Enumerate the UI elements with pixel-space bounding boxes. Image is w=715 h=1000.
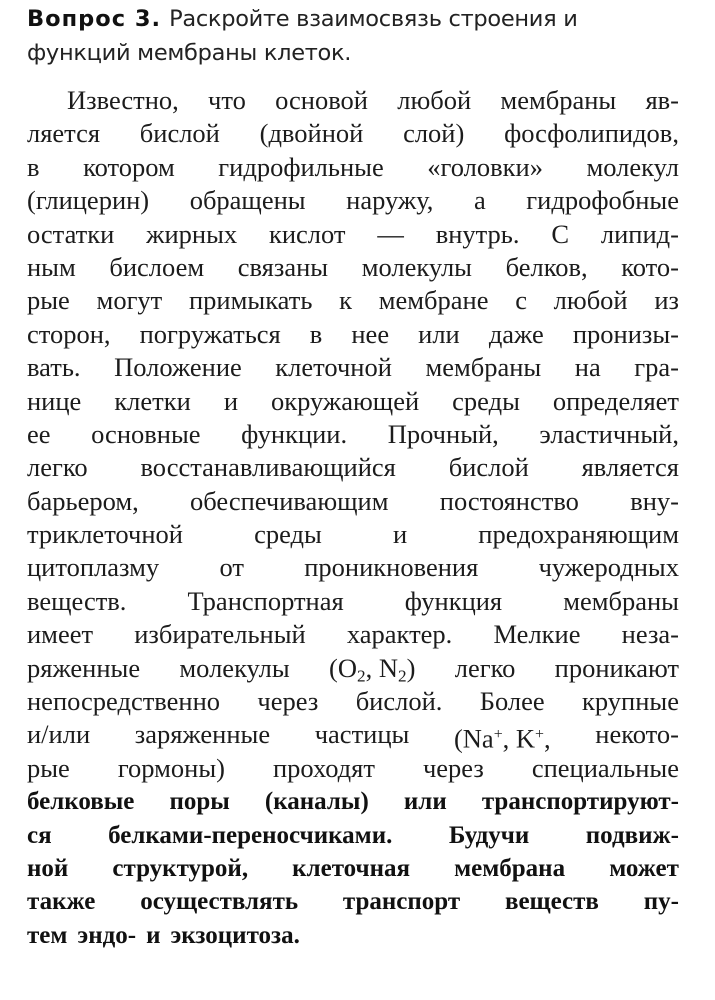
word: а <box>473 185 486 216</box>
word: может <box>609 854 679 882</box>
word: любой <box>397 85 472 115</box>
word: к <box>339 285 352 316</box>
text-line <box>27 518 679 551</box>
word: Положение <box>114 352 242 383</box>
word: котором <box>83 151 175 182</box>
word: определяет <box>552 385 679 416</box>
word: в <box>27 151 40 182</box>
word: или <box>418 318 460 349</box>
text-line-formula <box>27 652 679 685</box>
question-label: Вопрос 3. <box>27 6 162 32</box>
word: жирных <box>146 218 238 249</box>
question-heading <box>27 2 697 70</box>
subscript: 2 <box>356 665 366 685</box>
text-line <box>27 117 679 150</box>
word: имеет <box>27 619 94 650</box>
word: наружу, <box>346 185 434 216</box>
word: является <box>581 452 679 483</box>
text-line <box>27 451 679 484</box>
word: функция <box>404 585 503 616</box>
word: или <box>403 788 447 816</box>
text-line <box>27 885 679 918</box>
word: чужеродных <box>538 552 679 583</box>
word: клеточная <box>292 854 411 882</box>
word: нее <box>351 318 390 349</box>
text-line <box>27 218 679 251</box>
word: веществ <box>504 888 599 916</box>
word: слой) <box>403 118 465 149</box>
word: молекул <box>586 151 679 182</box>
word: ной <box>27 854 69 882</box>
superscript: + <box>493 726 503 744</box>
word: рые <box>27 752 70 783</box>
word: любой <box>553 285 628 316</box>
word: частицы <box>314 719 410 750</box>
word: клеточной <box>275 352 392 383</box>
text-line <box>27 752 679 785</box>
word: пронизы- <box>572 318 679 349</box>
word: вну- <box>630 485 679 516</box>
word: через <box>257 686 319 717</box>
word: ным <box>27 251 76 282</box>
word: остатки <box>27 218 115 249</box>
word: и <box>146 921 161 949</box>
text-line <box>27 184 679 217</box>
text-line <box>27 819 679 852</box>
word: молекулы <box>361 251 472 282</box>
word: эластичный, <box>539 418 679 449</box>
question-text-line-2: функций мембраны клеток. <box>27 40 352 66</box>
word: бислоем <box>109 251 205 282</box>
word: основой <box>275 85 368 115</box>
word: непосредственно <box>27 686 221 717</box>
word: ее <box>27 418 51 449</box>
text-line <box>27 84 679 117</box>
word: тем <box>27 921 68 949</box>
word: мембраны <box>563 585 679 616</box>
word: и/или <box>27 719 91 750</box>
word: С <box>551 218 570 249</box>
word: через <box>422 752 484 783</box>
word: заряженные <box>134 719 271 750</box>
word: Мелкие <box>493 619 581 650</box>
answer-paragraph <box>27 84 679 952</box>
word: липид- <box>600 218 679 249</box>
text-line <box>27 485 679 518</box>
word: белковые <box>27 788 135 816</box>
word: кислот <box>268 218 346 249</box>
word: бислой <box>139 118 220 149</box>
word: сторон, <box>27 318 111 349</box>
word: гидрофобные <box>526 185 679 216</box>
word: с <box>515 285 527 316</box>
word: структурой, <box>112 854 249 882</box>
word: что <box>208 85 246 115</box>
text-line <box>27 385 679 418</box>
word: мембране <box>378 285 489 316</box>
word: из <box>654 285 679 316</box>
word: некото- <box>595 719 679 750</box>
word: обеспечивающим <box>190 485 389 516</box>
word: в <box>309 318 323 349</box>
word: погружаться <box>139 318 281 349</box>
word: Будучи <box>448 821 530 849</box>
word: транспортируют- <box>481 788 679 816</box>
word: Транспортная <box>187 585 344 616</box>
text-line <box>27 785 679 818</box>
word: бислой. <box>355 686 443 717</box>
word: подвиж- <box>585 821 679 849</box>
word: проникают <box>554 652 679 683</box>
word: транспорт <box>342 888 461 916</box>
word: барьером, <box>27 485 139 516</box>
word: проходят <box>272 752 375 783</box>
text-line <box>27 852 679 885</box>
word: гормоны) <box>117 752 225 783</box>
text-line <box>27 585 679 618</box>
word: функции. <box>241 418 348 449</box>
text-line <box>27 551 679 584</box>
word: (глицерин) <box>27 185 150 216</box>
word: ляется <box>27 118 101 149</box>
word: экзоцитоза. <box>170 921 300 949</box>
word: гра- <box>634 352 679 383</box>
word: ся <box>27 821 52 849</box>
word: основные <box>91 418 201 449</box>
word: фосфолипидов, <box>504 118 679 149</box>
word: мембраны <box>425 352 542 383</box>
word: среды <box>254 519 322 550</box>
word: на <box>574 352 601 383</box>
word: поры <box>169 788 230 816</box>
word: избирательный <box>134 619 306 650</box>
text-line <box>27 284 679 317</box>
formula-na-k: (Na+, K+, <box>453 724 551 755</box>
word: пу- <box>643 888 679 916</box>
word: — <box>377 218 404 249</box>
word: и <box>392 519 408 550</box>
word: молекулы <box>179 652 290 683</box>
text-line <box>27 351 679 384</box>
word: от <box>219 552 244 583</box>
text-line <box>27 685 679 718</box>
formula-o2-n2: ($O_2$, $N_2$) <box>329 652 416 685</box>
word: цитоплазму <box>27 552 160 583</box>
word: «головки» <box>427 151 543 182</box>
text-line <box>27 418 679 451</box>
text-line <box>27 151 679 184</box>
text-line <box>27 251 679 284</box>
word: Известно, <box>67 85 179 115</box>
text-line-formula <box>27 718 679 755</box>
word: примыкать <box>189 285 313 316</box>
word: кото- <box>621 251 679 282</box>
word: окружающей <box>271 385 420 416</box>
word: среды <box>452 385 520 416</box>
word: специальные <box>531 752 679 783</box>
word: Более <box>479 686 545 717</box>
word: неза- <box>621 619 679 650</box>
word: легко <box>454 652 516 683</box>
word: нице <box>27 385 82 416</box>
word: могут <box>96 285 163 316</box>
word: белков, <box>505 251 588 282</box>
word: (каналы) <box>264 788 369 816</box>
word: рые <box>27 285 70 316</box>
word: веществ. <box>27 585 127 616</box>
word: Прочный, <box>387 418 499 449</box>
word: ряженные <box>27 652 141 683</box>
word: белками-переносчиками. <box>108 821 393 849</box>
text-line <box>27 318 679 351</box>
word: и <box>223 385 238 416</box>
word: яв- <box>645 85 679 115</box>
word: характер. <box>346 619 453 650</box>
word: осуществлять <box>140 888 299 916</box>
text-line <box>27 919 679 952</box>
word: триклеточной <box>27 519 183 550</box>
word: легко <box>27 452 88 483</box>
word: мембрана <box>454 854 566 882</box>
subscript: 2 <box>397 665 407 685</box>
word: внутрь. <box>435 218 520 249</box>
word: также <box>27 888 96 916</box>
word: эндо- <box>77 921 137 949</box>
word: гидрофильные <box>218 151 384 182</box>
word: даже <box>488 318 544 349</box>
word: проникновения <box>304 552 479 583</box>
word: мембраны <box>500 85 617 115</box>
word: обращены <box>189 185 306 216</box>
word: (двойной <box>259 118 364 149</box>
question-text-line-1: Раскройте взаимосвязь строения и <box>169 6 578 32</box>
word: связаны <box>237 251 329 282</box>
word: бислой <box>448 452 529 483</box>
word: крупные <box>582 686 679 717</box>
word: клетки <box>114 385 191 416</box>
text-line <box>27 618 679 651</box>
word: вать. <box>27 352 81 383</box>
word: восстанавливающийся <box>140 452 396 483</box>
word: постоянство <box>439 485 579 516</box>
superscript: + <box>535 726 545 744</box>
word: предохраняющим <box>478 519 679 550</box>
